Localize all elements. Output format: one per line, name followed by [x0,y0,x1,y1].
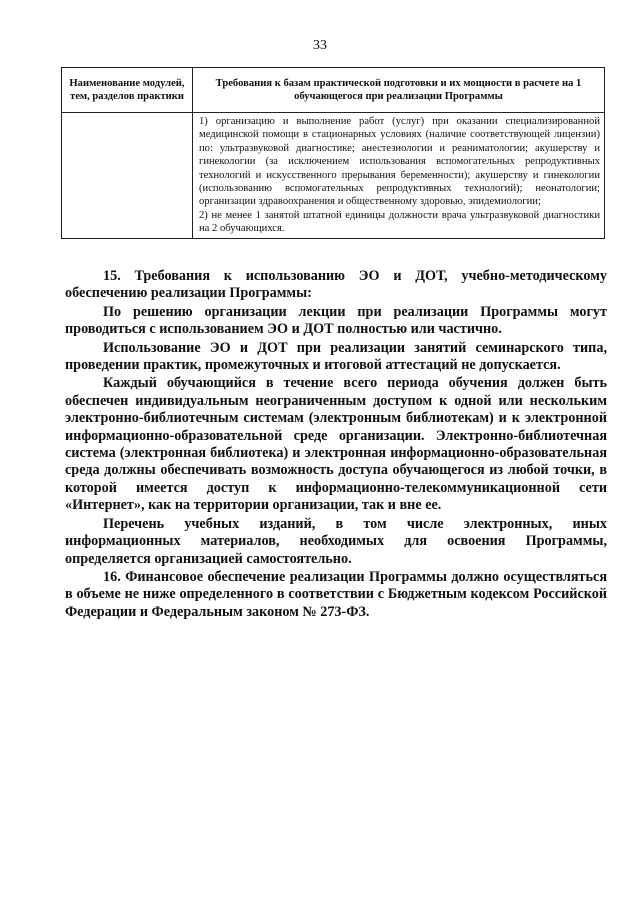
table-header-row [62,68,605,113]
requirement-item-1: 1) организацию и выполнение работ (услуг) при оказании специализированной медицинской помощи в стационарных условиях (наличие соответствующей лицензии) по: ультразвуковой диагностике; анестезиологии и реаниматологии; акушерству и гинекологии (за исключением использования вспомогательных репродуктивных технологий и искусственного прерывания беременности); акушерству и гинекологии (использованию вспомогательных репродуктивных технологий); неонатологии; организации здравоохранения и общественному здоровью, эпидемиологии; [199,116,600,208]
body-text [65,268,607,621]
paragraph-publications: Перечень учебных изданий, в том числе электронных, иных информационных материалов, необходимых для освоения Программы, определяется организацией самостоятельно. [65,515,607,567]
page-number: 33 [313,38,327,53]
table-header-requirements: Требования к базам практической подготовки и их мощности в расчете на 1 обучающегося при реализации Программы [193,68,605,113]
paragraph-library-access: Каждый обучающийся в течение всего периода обучения должен быть обеспечен индивидуальным неограниченным доступом к одной или нескольким электронно-библиотечным системам (электронным библиотекам) и к электронной информационно-образовательной среде организации. Электронно-библиотечная система (электронная библиотека) и электронная информационно-образовательная среда должны обеспечивать возможность доступа обучающегося из любой точки, в которой имеется доступ к информационно-телекоммуникационной сети «Интернет», как на территории организации, так и вне ее. [65,375,607,514]
table-header-modules: Наименование модулей, тем, разделов практики [62,68,193,113]
paragraph-lectures: По решению организации лекции при реализации Программы могут проводиться с использованием ЭО и ДОТ полностью или частично. [65,303,607,338]
table-cell-module [62,113,193,239]
table-cell-requirements [193,113,605,239]
table-row [62,113,605,239]
requirement-item-2: 2) не менее 1 занятой штатной единицы должности врача ультразвуковой диагностики на 2 обучающихся. [199,209,600,235]
paragraph-15-heading: 15. Требования к использованию ЭО и ДОТ, учебно-методическому обеспечению реализации Программы: [65,268,607,302]
requirements-table [61,67,605,239]
paragraph-16-financing: 16. Финансовое обеспечение реализации Программы должно осуществляться в объеме не ниже определенного в соответствии с Бюджетным кодексом Российской Федерации и Федеральным законом № 273-ФЗ. [65,568,607,620]
paragraph-seminars: Использование ЭО и ДОТ при реализации занятий семинарского типа, проведении практик, промежуточных и итоговой аттестаций не допускается. [65,339,607,374]
